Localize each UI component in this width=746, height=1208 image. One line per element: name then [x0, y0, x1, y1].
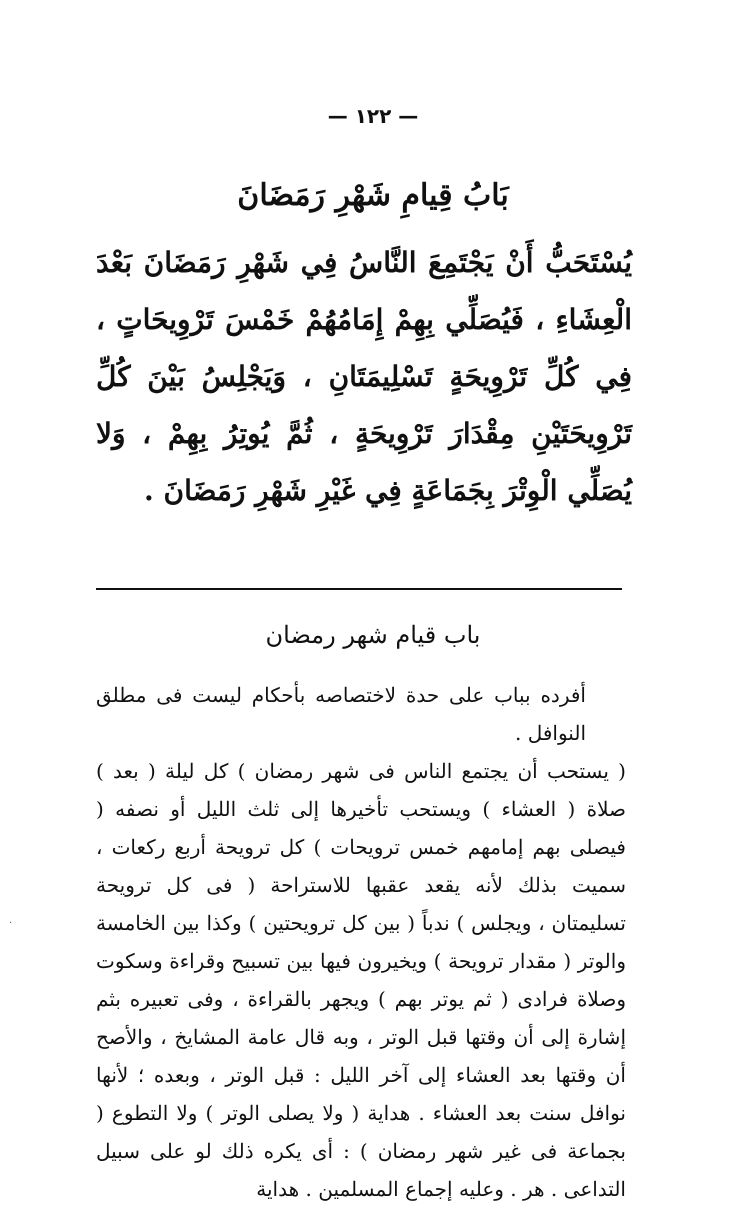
- margin-mark: ·: [9, 918, 13, 929]
- chapter-title: بَابُ قِيامِ شَهْرِ رَمَضَانَ: [237, 178, 509, 213]
- main-text: يُسْتَحَبُّ أَنْ يَجْتَمِعَ النَّاسُ فِي شَهْرِ رَمَضَانَ بَعْدَ الْعِشَاءِ ، فَيُصَلِّي بِهِمْ إِمَامُهُمْ خَمْسَ تَرْوِيحَاتٍ ، فِي كُلِّ تَرْوِيحَةٍ تَسْلِيمَتَانِ ، وَيَجْلِسُ بَيْنَ كُلِّ تَرْوِيحَتَيْنِ مِقْدَارَ تَرْوِيحَةٍ ، ثُمَّ يُوتِرُ بِهِمْ ، وَلا يُصَلِّي الْوِتْرَ بِجَمَاعَةٍ فِي غَيْرِ شَهْرِ رَمَضَانَ .: [96, 246, 632, 507]
- commentary-intro: أفرده بباب على حدة لاختصاصه بأحكام ليست فى مطلق النوافل .: [96, 683, 586, 745]
- commentary-text: [96, 676, 626, 1208]
- commentary-body: ( يستحب أن يجتمع الناس فى شهر رمضان ) كل ليلة ( بعد ) صلاة ( العشاء ) ويستحب تأخيرها إلى ثلث الليل أو نصفه ( فيصلى بهم إمامهم خمس ترويحات ) كل ترويحة أربع ركعات ، سميت بذلك لأنه يقعد عقبها للاستراحة ( فى كل ترويحة تسليمتان ، ويجلس ) ندباً ( بين كل ترويحتين ) وكذا بين الخامسة والوتر ( مقدار ترويحة ) ويخيرون فيها بين تسبيح وقراءة وسكوت وصلاة فرادى ( ثم يوتر بهم ) ويجهر بالقراءة ، وفى تعبيره بثم إشارة إلى أن وقتها قبل الوتر ، وبه قال عامة المشايخ ، والأصح أن وقتها بعد العشاء إلى آخر الليل : قبل الوتر ، وبعده ؛ لأنها نوافل سنت بعد العشاء . هداية ( ولا يصلى الوتر ) ولا التطوع ( بجماعة فى غير شهر رمضان ) : أى يكره ذلك لو على سبيل التداعى . هر . وعليه إجماع المسلمين . هداية: [96, 759, 626, 1201]
- commentary-title: باب قيام شهر رمضان: [265, 621, 481, 649]
- page-number: — ١٢٢ —: [327, 104, 419, 128]
- footnote-divider: [96, 588, 622, 590]
